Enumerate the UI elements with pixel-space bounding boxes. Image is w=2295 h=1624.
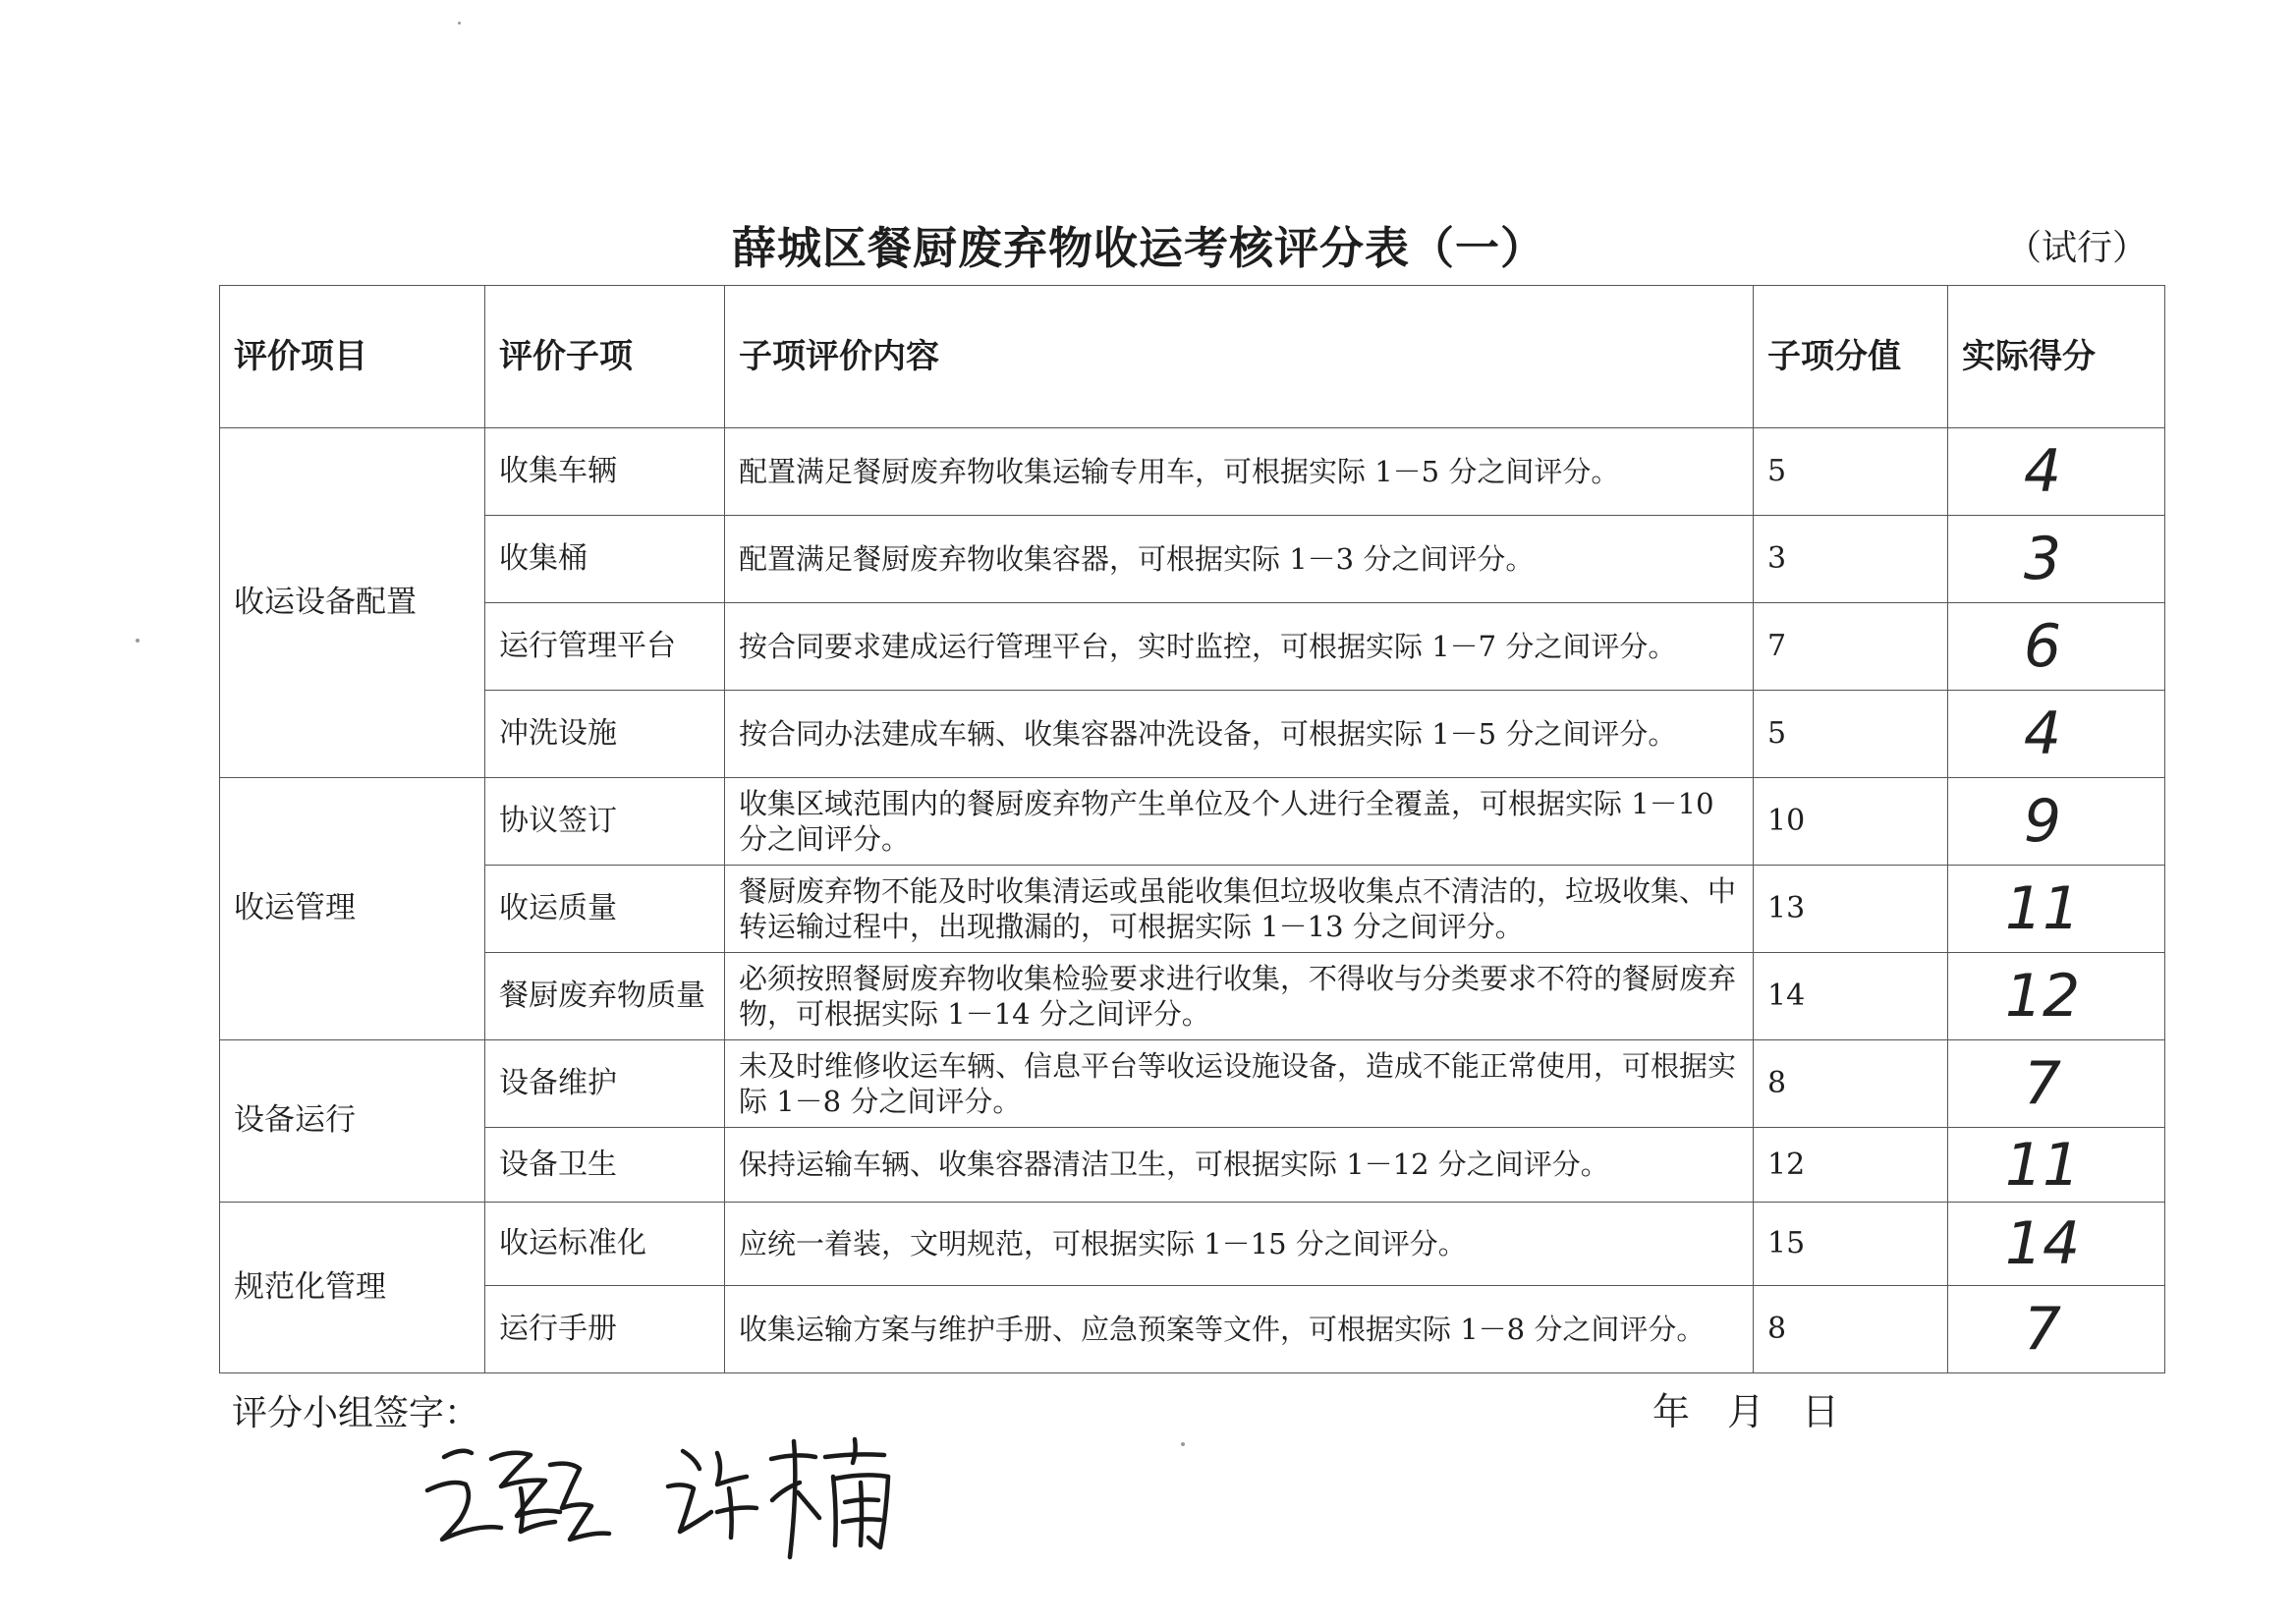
score-cell: 11 <box>1948 866 2165 953</box>
score-cell: 6 <box>1948 603 2165 691</box>
subitem-cell: 运行手册 <box>485 1286 725 1373</box>
subitem-cell: 设备维护 <box>485 1040 725 1128</box>
score-cell: 12 <box>1948 953 2165 1040</box>
content-cell: 收集运输方案与维护手册、应急预案等文件，可根据实际 1－8 分之间评分。 <box>725 1286 1754 1373</box>
value-cell: 14 <box>1754 953 1948 1040</box>
value-cell: 12 <box>1754 1128 1948 1203</box>
table-row <box>220 1203 2165 1286</box>
table-row <box>220 516 2165 603</box>
content-cell: 按合同要求建成运行管理平台，实时监控，可根据实际 1－7 分之间评分。 <box>725 603 1754 691</box>
table-row <box>220 1128 2165 1203</box>
content-cell: 保持运输车辆、收集容器清洁卫生，可根据实际 1－12 分之间评分。 <box>725 1128 1754 1203</box>
table-row <box>220 778 2165 866</box>
handwritten-signatures <box>422 1429 933 1577</box>
category-cell: 规范化管理 <box>220 1203 485 1373</box>
subitem-cell: 协议签订 <box>485 778 725 866</box>
content-cell: 按合同办法建成车辆、收集容器冲洗设备，可根据实际 1－5 分之间评分。 <box>725 691 1754 778</box>
sign-label: 评分小组签字： <box>232 1393 480 1433</box>
category-cell: 收运管理 <box>220 778 485 1040</box>
header-value: 子项分值 <box>1754 286 1948 428</box>
content-cell: 餐厨废弃物不能及时收集清运或虽能收集但垃圾收集点不清洁的，垃圾收集、中转运输过程中，出现撒漏的，可根据实际 1－13 分之间评分。 <box>725 866 1754 953</box>
content-cell: 未及时维修收运车辆、信息平台等收运设施设备，造成不能正常使用，可根据实际 1－8 分之间评分。 <box>725 1040 1754 1128</box>
content-cell: 必须按照餐厨废弃物收集检验要求进行收集，不得收与分类要求不符的餐厨废弃物，可根据实际 1－14 分之间评分。 <box>725 953 1754 1040</box>
score-cell: 7 <box>1948 1286 2165 1373</box>
scan-speck <box>136 639 140 643</box>
value-cell: 5 <box>1754 691 1948 778</box>
table-row <box>220 1286 2165 1373</box>
subitem-cell: 收运质量 <box>485 866 725 953</box>
table-row <box>220 603 2165 691</box>
header-subitem: 评价子项 <box>485 286 725 428</box>
subitem-cell: 收集车辆 <box>485 428 725 516</box>
date-label: 年 月 日 <box>1652 1390 1840 1433</box>
subitem-cell: 冲洗设施 <box>485 691 725 778</box>
value-cell: 3 <box>1754 516 1948 603</box>
header-score: 实际得分 <box>1948 286 2165 428</box>
score-cell: 4 <box>1948 691 2165 778</box>
table-row <box>220 866 2165 953</box>
table-row <box>220 1040 2165 1128</box>
subitem-cell: 收运标准化 <box>485 1203 725 1286</box>
content-cell: 配置满足餐厨废弃物收集运输专用车，可根据实际 1－5 分之间评分。 <box>725 428 1754 516</box>
category-cell: 设备运行 <box>220 1040 485 1203</box>
subitem-cell: 设备卫生 <box>485 1128 725 1203</box>
score-cell: 14 <box>1948 1203 2165 1286</box>
score-cell: 4 <box>1948 428 2165 516</box>
score-cell: 3 <box>1948 516 2165 603</box>
page-title: 薛城区餐厨废弃物收运考核评分表（一） <box>732 222 1546 274</box>
trial-note: （试行） <box>2006 228 2149 268</box>
content-cell: 收集区域范围内的餐厨废弃物产生单位及个人进行全覆盖，可根据实际 1－10 分之间评分。 <box>725 778 1754 866</box>
header-content: 子项评价内容 <box>725 286 1754 428</box>
table-header-row <box>220 286 2165 428</box>
table-row <box>220 953 2165 1040</box>
header-category: 评价项目 <box>220 286 485 428</box>
score-table <box>219 285 2165 1373</box>
content-cell: 配置满足餐厨废弃物收集容器，可根据实际 1－3 分之间评分。 <box>725 516 1754 603</box>
score-cell: 11 <box>1948 1128 2165 1203</box>
subitem-cell: 餐厨废弃物质量 <box>485 953 725 1040</box>
value-cell: 13 <box>1754 866 1948 953</box>
scan-speck <box>458 22 461 25</box>
value-cell: 10 <box>1754 778 1948 866</box>
value-cell: 15 <box>1754 1203 1948 1286</box>
value-cell: 8 <box>1754 1286 1948 1373</box>
value-cell: 5 <box>1754 428 1948 516</box>
scan-speck <box>1181 1442 1185 1446</box>
score-cell: 7 <box>1948 1040 2165 1128</box>
subitem-cell: 收集桶 <box>485 516 725 603</box>
table-row <box>220 691 2165 778</box>
category-cell: 收运设备配置 <box>220 428 485 778</box>
content-cell: 应统一着装，文明规范，可根据实际 1－15 分之间评分。 <box>725 1203 1754 1286</box>
value-cell: 7 <box>1754 603 1948 691</box>
value-cell: 8 <box>1754 1040 1948 1128</box>
score-cell: 9 <box>1948 778 2165 866</box>
table-row <box>220 428 2165 516</box>
subitem-cell: 运行管理平台 <box>485 603 725 691</box>
